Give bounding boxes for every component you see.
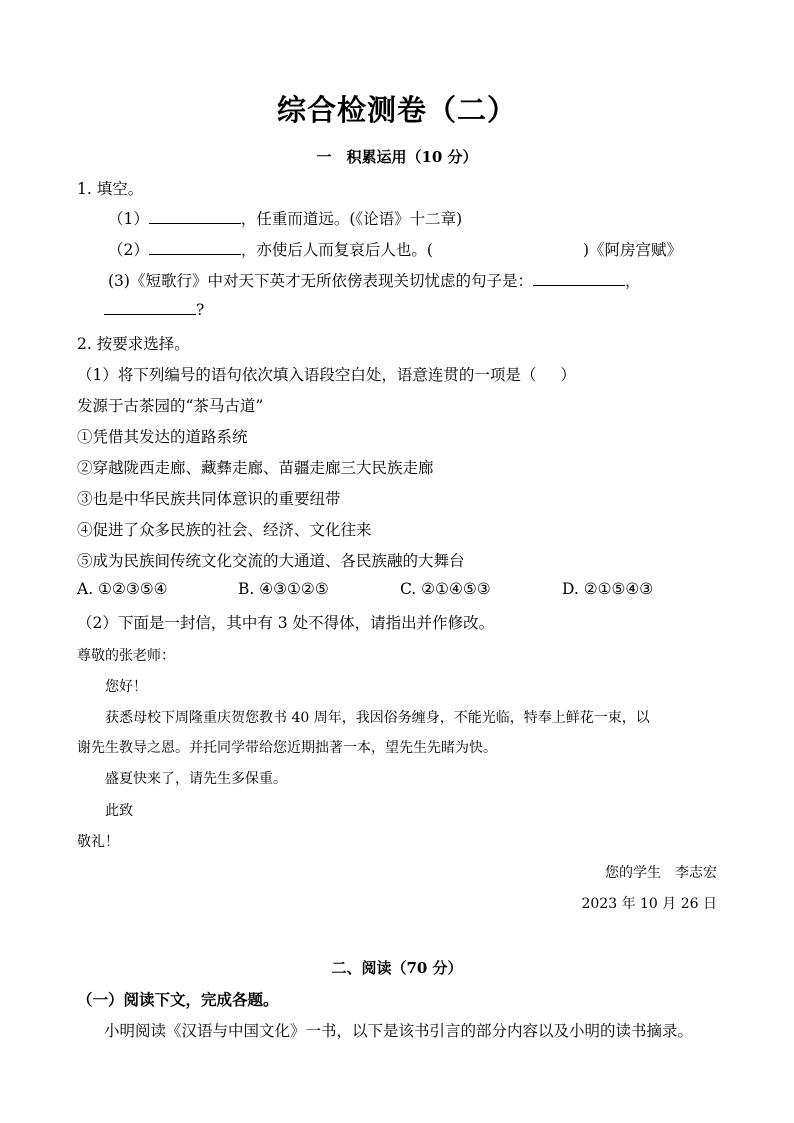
sentence-1: ①凭借其发达的道路系统 (77, 428, 248, 446)
item-2-source: )《阿房宫赋》 (582, 241, 682, 259)
item-2-number: （2） (108, 241, 149, 259)
passage-lead: 发源于古茶园的“茶马古道” (77, 397, 264, 415)
answer-blank[interactable] (149, 240, 241, 255)
sub-1-text: （1）将下列编号的语句依次填入语段空白处，语意连贯的一项是（ (77, 366, 537, 384)
section-heading-2: 二、阅读（70 分） (331, 959, 463, 977)
option-b[interactable]: B. ④③①②⑤ (238, 580, 329, 598)
letter-date: 2023 年 10 月 26 日 (581, 896, 717, 912)
question-2-stem: 2. 按要求选择。 (77, 335, 190, 353)
letter-body-line-1: 获悉母校下周隆重庆贺您教书 40 周年，我因俗务缠身，不能光临，特奉上鲜花一束，以 (105, 710, 650, 726)
item-1-text: ，任重而道远。(《论语》十二章) (240, 210, 463, 228)
section-heading-1: 一 积累运用（10 分） (316, 148, 478, 166)
letter-body-line-3: 盛夏快来了，请先生多保重。 (105, 771, 287, 787)
question-1-item-3-cont (104, 300, 204, 319)
question-1-item-2 (108, 238, 682, 260)
reading-intro: 小明阅读《汉语与中国文化》一书，以下是该书引言的部分内容以及小明的读书摘录。 (104, 1022, 694, 1040)
item-2-text: ，亦使后人而复哀后人也。( (240, 241, 433, 259)
letter-closing-2: 敬礼！ (77, 834, 119, 850)
item-1-number: （1） (108, 210, 149, 228)
sentence-2: ②穿越陇西走廊、藏彝走廊、苗疆走廊三大民族走廊 (77, 459, 434, 477)
answer-blank[interactable] (533, 271, 625, 286)
question-2-sub-1 (77, 363, 576, 385)
sub-1-paren: ） (560, 366, 576, 384)
reading-part-1: （一）阅读下文，完成各题。 (77, 990, 279, 1009)
question-1-item-3 (108, 269, 640, 291)
item-3-text: (3)《短歌行》中对天下英才无所依傍表现关切忧虑的句子是： (108, 272, 533, 290)
option-c[interactable]: C. ②①④⑤③ (400, 580, 491, 598)
question-1-stem: 1. 填空。 (77, 180, 144, 198)
letter-signature: 您的学生 李志宏 (605, 865, 717, 881)
page-title: 综合检测卷（二） (276, 93, 517, 127)
option-a[interactable]: A. ①②③⑤④ (77, 580, 168, 598)
question-2-sub-2: （2）下面是一封信，其中有 3 处不得体，请指出并作修改。 (77, 614, 495, 632)
letter-closing-1: 此致 (105, 803, 133, 819)
letter-greeting: 您好！ (105, 679, 147, 695)
sentence-4: ④促进了众多民族的社会、经济、文化往来 (77, 521, 372, 539)
sentence-5: ⑤成为民族间传统文化交流的大通道、各民族融的大舞台 (77, 552, 465, 570)
sentence-3: ③也是中华民族共同体意识的重要纽带 (77, 490, 341, 508)
question-1-item-1 (108, 207, 462, 229)
answer-blank[interactable] (104, 300, 196, 315)
letter-body-line-2: 谢先生教导之恩。并托同学带给您近期拙著一本，望先生先睹为快。 (77, 740, 497, 756)
item-3-comma: ， (624, 272, 641, 290)
letter-salutation: 尊敬的张老师： (77, 648, 175, 664)
option-d[interactable]: D. ②①⑤④③ (562, 580, 654, 598)
item-3-question-mark: ? (196, 301, 205, 319)
answer-blank[interactable] (149, 209, 241, 224)
